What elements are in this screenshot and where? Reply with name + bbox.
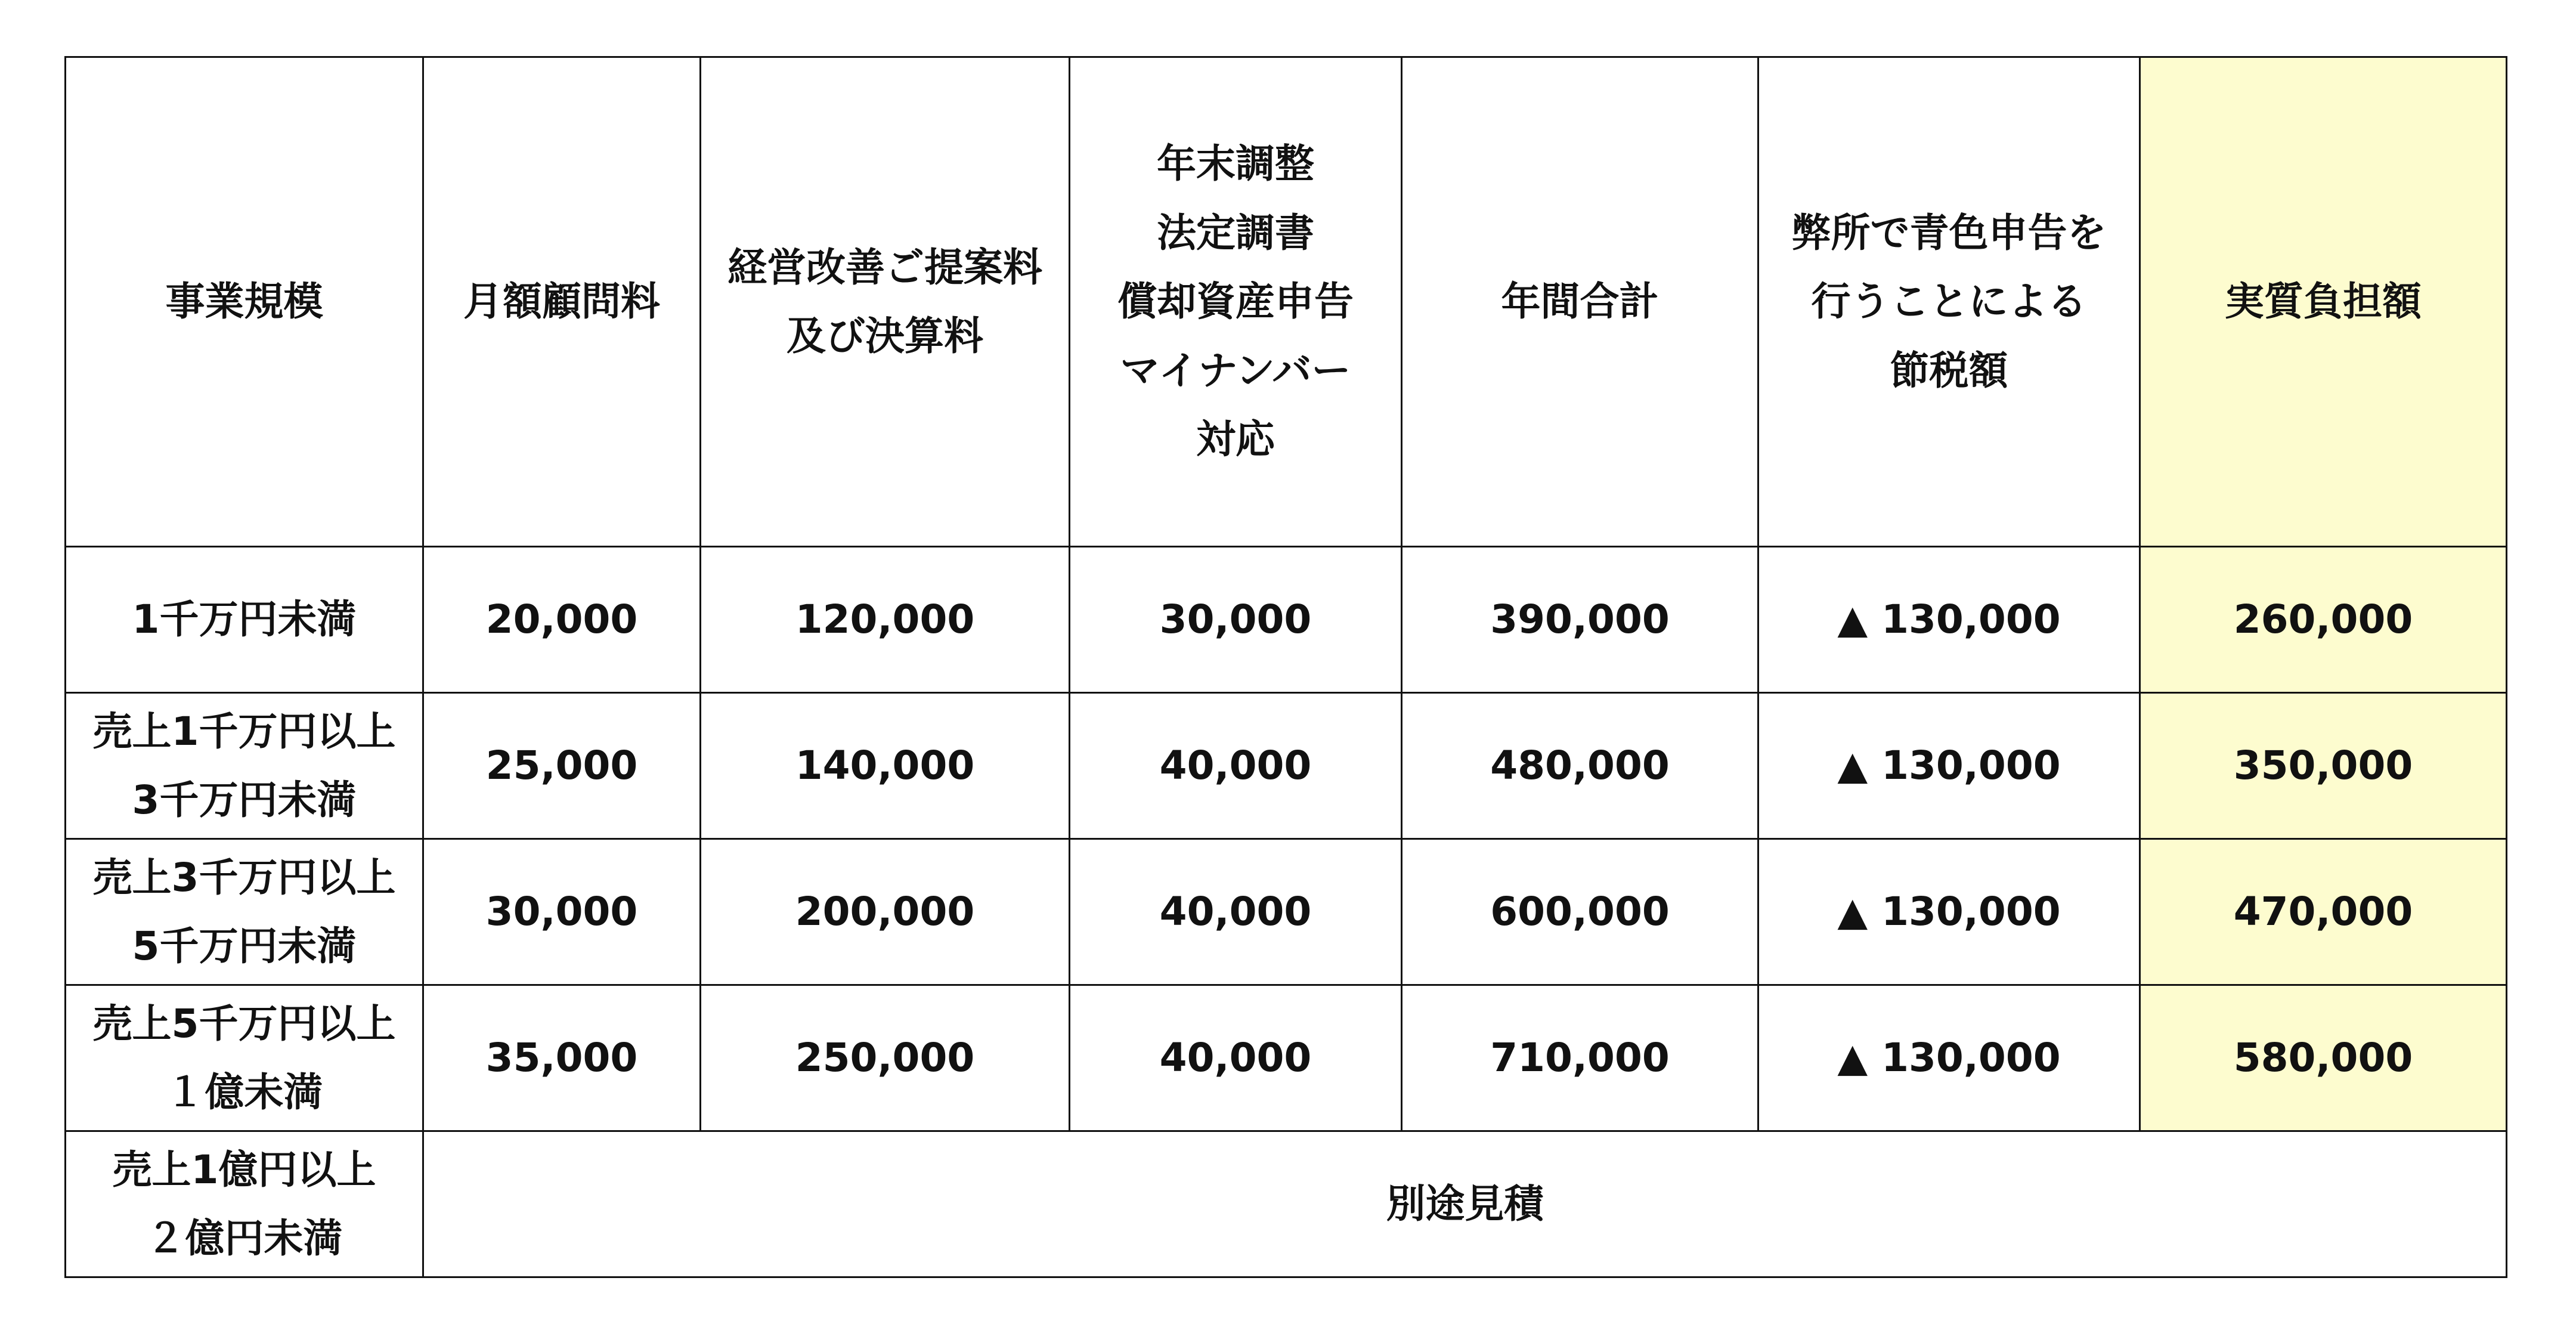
header-tax-saving-line: 弊所で青色申告を bbox=[1791, 209, 2107, 256]
fee-table bbox=[64, 56, 2507, 1278]
cell-monthly-fee: 30,000 bbox=[423, 839, 701, 985]
fee-table-body bbox=[66, 547, 2507, 1277]
cell-scale bbox=[66, 985, 423, 1131]
cell-scale bbox=[66, 839, 423, 985]
header-tax-saving bbox=[1758, 57, 2140, 547]
cell-scale-line: 売上1千万円以上 bbox=[92, 708, 396, 754]
header-scale-line: 事業規模 bbox=[165, 279, 323, 325]
cell-tax-saving: ▲ 130,000 bbox=[1758, 547, 2140, 693]
header-yearend-line: 年末調整 bbox=[1157, 141, 1314, 187]
header-proposal-fee-line: 及び決算料 bbox=[787, 313, 983, 359]
cell-tax-saving: ▲ 130,000 bbox=[1758, 839, 2140, 985]
header-proposal-fee bbox=[701, 57, 1070, 547]
cell-scale bbox=[66, 547, 423, 693]
cell-monthly-fee: 25,000 bbox=[423, 693, 701, 839]
header-monthly-fee-line: 月額顧問料 bbox=[463, 279, 660, 325]
table-row bbox=[66, 1131, 2507, 1277]
cell-actual-burden: 350,000 bbox=[2140, 693, 2507, 839]
cell-scale-line: 3千万円未満 bbox=[132, 777, 357, 823]
cell-annual-total: 600,000 bbox=[1402, 839, 1758, 985]
cell-scale-line: 5千万円未満 bbox=[132, 923, 357, 969]
table-row bbox=[66, 547, 2507, 693]
header-proposal-fee-line: 経営改善ご提案料 bbox=[727, 244, 1042, 290]
header-annual-total-line: 年間合計 bbox=[1501, 279, 1659, 325]
cell-yearend-fee: 40,000 bbox=[1070, 693, 1402, 839]
header-scale bbox=[66, 57, 423, 547]
cell-scale-line: 1千万円未満 bbox=[132, 596, 357, 643]
header-monthly-fee bbox=[423, 57, 701, 547]
cell-monthly-fee: 35,000 bbox=[423, 985, 701, 1131]
cell-actual-burden: 470,000 bbox=[2140, 839, 2507, 985]
header-annual-total bbox=[1402, 57, 1758, 547]
header-yearend-line: マイナンバー bbox=[1120, 347, 1351, 394]
cell-yearend-fee: 30,000 bbox=[1070, 547, 1402, 693]
header-yearend-adjustment bbox=[1070, 57, 1402, 547]
cell-scale-line: ２億円未満 bbox=[145, 1215, 343, 1261]
cell-scale bbox=[66, 1131, 423, 1277]
cell-tax-saving: ▲ 130,000 bbox=[1758, 985, 2140, 1131]
cell-scale-line: 売上1億円以上 bbox=[112, 1146, 376, 1193]
header-tax-saving-line: 節税額 bbox=[1890, 347, 2008, 394]
table-row bbox=[66, 693, 2507, 839]
cell-scale-line: １億未満 bbox=[165, 1069, 323, 1115]
cell-tax-saving: ▲ 130,000 bbox=[1758, 693, 2140, 839]
cell-annual-total: 390,000 bbox=[1402, 547, 1758, 693]
cell-annual-total: 710,000 bbox=[1402, 985, 1758, 1131]
header-yearend-line: 法定調書 bbox=[1157, 209, 1314, 256]
cell-monthly-fee: 20,000 bbox=[423, 547, 701, 693]
header-yearend-line: 対応 bbox=[1196, 416, 1275, 463]
header-row bbox=[66, 57, 2507, 547]
cell-actual-burden: 260,000 bbox=[2140, 547, 2507, 693]
cell-scale-line: 売上3千万円以上 bbox=[92, 854, 396, 901]
cell-yearend-fee: 40,000 bbox=[1070, 839, 1402, 985]
cell-yearend-fee: 40,000 bbox=[1070, 985, 1402, 1131]
cell-proposal-fee: 140,000 bbox=[701, 693, 1070, 839]
fee-table-header bbox=[66, 57, 2507, 547]
header-yearend-line: 償却資産申告 bbox=[1117, 279, 1354, 325]
cell-proposal-fee: 250,000 bbox=[701, 985, 1070, 1131]
header-actual-burden bbox=[2140, 57, 2507, 547]
cell-separate-estimate: 別途見積 bbox=[423, 1131, 2507, 1277]
cell-annual-total: 480,000 bbox=[1402, 693, 1758, 839]
header-tax-saving-line: 行うことによる bbox=[1811, 279, 2087, 325]
cell-scale bbox=[66, 693, 423, 839]
cell-scale-line: 売上5千万円以上 bbox=[92, 1000, 396, 1047]
cell-proposal-fee: 120,000 bbox=[701, 547, 1070, 693]
cell-actual-burden: 580,000 bbox=[2140, 985, 2507, 1131]
table-row bbox=[66, 839, 2507, 985]
cell-proposal-fee: 200,000 bbox=[701, 839, 1070, 985]
header-actual-burden-line: 実質負担額 bbox=[2225, 279, 2422, 325]
table-row bbox=[66, 985, 2507, 1131]
